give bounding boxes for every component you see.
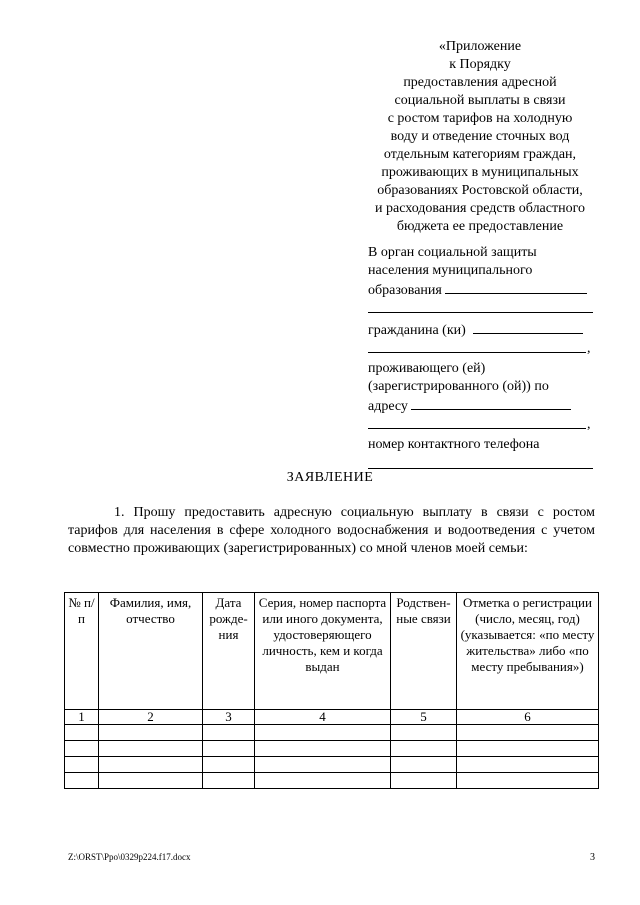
column-number: 4 bbox=[255, 710, 391, 725]
citizen-line bbox=[368, 320, 608, 338]
table-row bbox=[65, 773, 599, 789]
header-full-name: Фамилия, имя, отчество bbox=[99, 593, 203, 710]
appendix-line: с ростом тарифов на холодную bbox=[387, 111, 573, 126]
table-cell[interactable] bbox=[391, 773, 457, 789]
table-cell[interactable] bbox=[255, 725, 391, 741]
municipality-field-continued[interactable] bbox=[368, 312, 593, 313]
addr-blank-line-1 bbox=[368, 298, 608, 316]
table-cell[interactable] bbox=[65, 725, 99, 741]
table-cell[interactable] bbox=[65, 741, 99, 757]
header-relationship: Родствен-ные связи bbox=[391, 593, 457, 710]
column-number: 5 bbox=[391, 710, 457, 725]
addr-line-3 bbox=[368, 280, 608, 298]
table-cell[interactable] bbox=[65, 773, 99, 789]
table-cell[interactable] bbox=[203, 757, 255, 773]
appendix-line: «Приложение bbox=[438, 39, 522, 54]
appendix-line: воду и отведение сточных вод bbox=[390, 129, 570, 144]
table-header-row bbox=[65, 593, 599, 710]
addr-blank-line-3 bbox=[368, 414, 608, 432]
appendix-line: и расходования средств областного bbox=[375, 201, 585, 216]
appendix-line: отдельным категориям граждан, bbox=[383, 147, 577, 162]
table-cell[interactable] bbox=[99, 757, 203, 773]
municipality-label: образования bbox=[368, 283, 442, 298]
phone-label: номер контактного телефона bbox=[368, 437, 540, 452]
header-number: № п/п bbox=[65, 593, 99, 710]
table-cell[interactable] bbox=[391, 757, 457, 773]
municipality-field[interactable] bbox=[445, 280, 587, 294]
comma: , bbox=[587, 341, 591, 356]
appendix-line: к Порядку bbox=[449, 57, 511, 72]
column-number: 6 bbox=[457, 710, 599, 725]
table-cell[interactable] bbox=[457, 741, 599, 757]
column-number: 2 bbox=[99, 710, 203, 725]
addr-line-1: В орган социальной защиты bbox=[368, 245, 537, 260]
comma: , bbox=[587, 417, 591, 432]
registered-line: (зарегистрированного (ой)) по bbox=[368, 379, 549, 394]
address-line bbox=[368, 396, 608, 414]
table-row bbox=[65, 757, 599, 773]
phone-field[interactable] bbox=[368, 468, 593, 469]
column-number: 1 bbox=[65, 710, 99, 725]
table-cell[interactable] bbox=[65, 757, 99, 773]
addr-blank-line-2 bbox=[368, 338, 608, 356]
table-cell[interactable] bbox=[457, 773, 599, 789]
header-registration: Отметка о регистрации (число, месяц, год) (указывается: «по месту жительства» либо «по месту пребывания») bbox=[457, 593, 599, 710]
address-field-continued[interactable] bbox=[368, 428, 586, 429]
table-cell[interactable] bbox=[255, 757, 391, 773]
column-number-row bbox=[65, 710, 599, 725]
table-cell[interactable] bbox=[457, 757, 599, 773]
address-field[interactable] bbox=[411, 396, 571, 410]
table-cell[interactable] bbox=[203, 773, 255, 789]
citizen-name-field-continued[interactable] bbox=[368, 352, 586, 353]
document-title: ЗАЯВЛЕНИЕ bbox=[286, 470, 374, 485]
file-path: Z:\ORST\Ppo\0329p224.f17.docx bbox=[68, 852, 191, 862]
header-birth-date: Дата рожде-ния bbox=[203, 593, 255, 710]
appendix-line: предоставления адресной bbox=[403, 75, 557, 90]
table-row bbox=[65, 725, 599, 741]
address-block bbox=[368, 244, 608, 472]
appendix-line: образованиях Ростовской области, bbox=[377, 183, 583, 198]
appendix-header bbox=[350, 38, 610, 236]
residing-line: проживающего (ей) bbox=[368, 361, 486, 376]
appendix-line: бюджета ее предоставление bbox=[396, 219, 564, 234]
family-members-table bbox=[64, 592, 599, 789]
table-cell[interactable] bbox=[203, 725, 255, 741]
table-cell[interactable] bbox=[255, 773, 391, 789]
citizen-label: гражданина (ки) bbox=[368, 323, 466, 338]
request-paragraph: 1. Прошу предоставить адресную социальную выплату в связи с ростом тарифов для населения в сфере холодного водоснабжения и водоотведения с учетом совместно проживающих (зарегистрированных) со мной членов моей семьи: bbox=[68, 505, 595, 556]
header-document: Серия, номер паспорта или иного документа, удостоверяющего личность, кем и когда выдан bbox=[255, 593, 391, 710]
table-cell[interactable] bbox=[457, 725, 599, 741]
table-cell[interactable] bbox=[203, 741, 255, 757]
table-row bbox=[65, 741, 599, 757]
table-cell[interactable] bbox=[99, 725, 203, 741]
addr-line-2: населения муниципального bbox=[368, 263, 533, 278]
column-number: 3 bbox=[203, 710, 255, 725]
appendix-line: проживающих в муниципальных bbox=[381, 165, 579, 180]
citizen-name-field[interactable] bbox=[473, 320, 583, 334]
page-number: 3 bbox=[590, 852, 595, 863]
table-cell[interactable] bbox=[255, 741, 391, 757]
table-cell[interactable] bbox=[391, 725, 457, 741]
appendix-line: социальной выплаты в связи bbox=[394, 93, 566, 108]
address-label: адресу bbox=[368, 399, 408, 414]
table-cell[interactable] bbox=[99, 741, 203, 757]
table-cell[interactable] bbox=[391, 741, 457, 757]
table-cell[interactable] bbox=[99, 773, 203, 789]
